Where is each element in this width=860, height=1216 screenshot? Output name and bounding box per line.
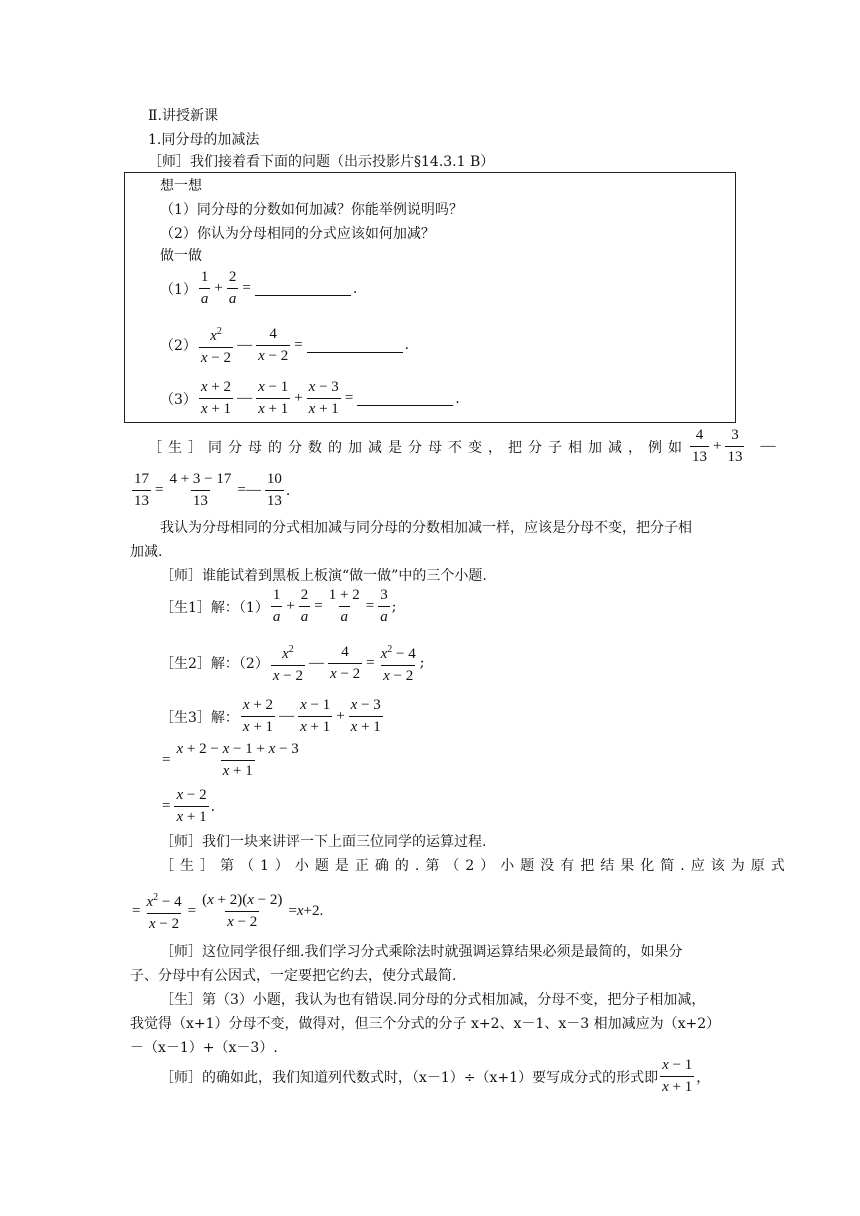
student3-2: 我觉得（x+1）分母不变，做得对，但三个分式的分子 x+2、x－1、x－3 相加减应为（x+2） [130, 1016, 721, 1032]
answer-blank [307, 338, 403, 353]
intro-line: ［师］我们接着看下面的问题（出示投影片§14.3.1 B） [148, 154, 495, 170]
para-think: 我认为分母相同的分式相加减与同分母的分数相加减一样，应该是分母不变，把分子相 [160, 520, 692, 536]
student-answer-line: ［生］同分母的分数的加减是分母不变，把分子相加减，例如 $\frac{4}{13}$ + $\frac{3}{13}$ — [148, 427, 776, 465]
problem-2-label: （2） [160, 338, 197, 354]
student-1-label: ［生1］解：（1） [160, 599, 269, 616]
simplification: = $\frac{x^2 - 4}{x - 2}$ = $\frac{(x + 2)(x - 2)}{x - 2}$ =x+2. [132, 891, 324, 932]
para-think-2: 加减. [130, 544, 163, 560]
teacher-board: ［师］谁能试着到黑板上板演“做一做”中的三个小题. [160, 568, 487, 584]
problem-1: （1） $\frac{1}{a}$ + $\frac{2}{a}$ = . [160, 269, 358, 307]
question-2: （2）你认为分母相同的分式应该如何加减？ [160, 226, 435, 242]
teacher-last: ［师］的确如此，我们知道列代数式时，（x－1）÷（x+1）要写成分式的形式即 $\frac{x - 1}{x + 1}$ ， [160, 1057, 711, 1095]
do-title: 做一做 [160, 248, 202, 264]
teacher-praise-1: ［师］这位同学很仔细.我们学习分式乘除法时就强调运算结果必须是最简的，如果分 [160, 944, 683, 960]
problem-2: （2） $\frac{x^2}{x - 2}$ — $\frac{4}{x - 2}$ = . [160, 325, 410, 366]
student-1-solution: ［生1］解：（1） $\frac{1}{a}$ + $\frac{2}{a}$ = $\frac{1 + 2}{a}$ = $\frac{3}{a}$ ; [160, 587, 397, 625]
student-3-step-2: = $\frac{x + 2 - x - 1 + x - 3}{x + 1}$ [162, 741, 299, 779]
student-answer-line-2: $\frac{17}{13}$ = $\frac{4 + 3 - 17}{13}$ =— $\frac{10}{13}$ . [134, 471, 291, 509]
answer-blank [357, 391, 453, 406]
student-2-solution: ［生2］解：（2） $\frac{x^2}{x - 2}$ — $\frac{4}{x - 2}$ = $\frac{x^2 - 4}{x - 2}$ ; [160, 643, 425, 684]
student-3-step-3: = $\frac{x - 2}{x + 1}$ . [162, 787, 216, 825]
subsection-title: 1.同分母的加减法 [148, 132, 260, 148]
student3-1: ［生］第（3）小题，我认为也有错误.同分母的分式相加减，分母不变，把分子相加减， [160, 992, 706, 1008]
problem-1-label: （1） [160, 281, 197, 298]
student-2-label: ［生2］解：（2） [160, 656, 269, 672]
student-3-label: ［生3］解： [160, 709, 239, 726]
student-comment: ［生］第（1）小题是正确的.第（2）小题没有把结果化简.应该为原式 [160, 858, 791, 874]
problem-3: （3） $\frac{x + 2}{x + 1}$ — $\frac{x - 1}{x + 1}$ + $\frac{x - 3}{x + 1}$ = . [160, 379, 460, 417]
think-title: 想一想 [160, 178, 202, 194]
section-title: Ⅱ.讲授新课 [148, 108, 218, 124]
problem-3-label: （3） [160, 391, 197, 408]
question-1: （1）同分母的分数如何加减？你能举例说明吗？ [160, 202, 463, 218]
student3-3: －（x－1）+（x－3）. [130, 1040, 278, 1056]
teacher-praise-2: 子、分母中有公因式，一定要把它约去，使分式最简. [130, 968, 457, 984]
teacher-last-text: ［师］的确如此，我们知道列代数式时，（x－1）÷（x+1）要写成分式的形式即 [160, 1069, 659, 1086]
answer-blank [255, 281, 351, 296]
student-3-solution: ［生3］解： $\frac{x + 2}{x + 1}$ — $\frac{x - 1}{x + 1}$ + $\frac{x - 3}{x + 1}$ [160, 697, 381, 735]
teacher-review: ［师］我们一块来讲评一下上面三位同学的运算过程. [160, 834, 487, 850]
student-answer-lead: ［生］同分母的分数的加减是分母不变，把分子相加减，例如 [148, 439, 688, 456]
